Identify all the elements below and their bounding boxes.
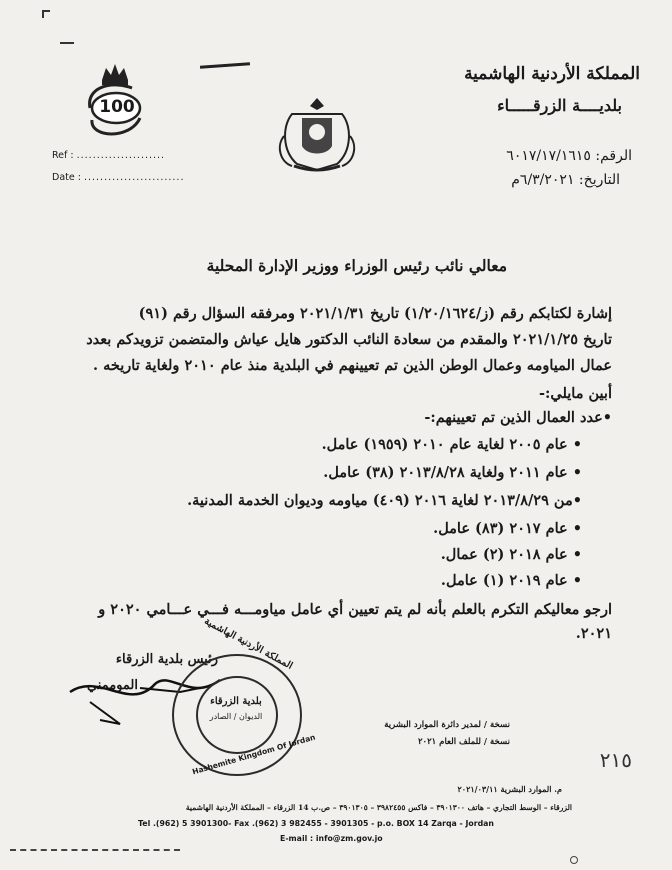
stamp-ring-english: Hashemite Kingdom Of Jordan — [191, 732, 317, 777]
body-line-1: إشارة لكتابكم رقم (ز/١/٢٠/١٦٢٤) تاريخ ٢٠٢١/١/٣١ ومرفقه السؤال رقم (٩١) — [138, 305, 612, 322]
stamp-center-text: بلدية الزرقاء — [210, 696, 262, 707]
copy-line-1: نسخة / لمدير دائرة الموارد البشرية — [384, 720, 510, 730]
date-field — [52, 172, 184, 183]
intro-line: أبين مايلي:- — [538, 385, 612, 402]
list-item-6: • عام ٢٠١٩ (١) عامل. — [440, 572, 582, 589]
list-item-3: •من ٢٠١٣/٨/٢٩ لغاية ٢٠١٦ (٤٠٩) مياومه وديوان الخدمة المدنية. — [187, 492, 582, 509]
reference-number: الرقم: ٦٠١٧/١٧/١٦١٥ — [506, 148, 632, 164]
body-line-3: عمال المياومه وعمال الوطن الذين تم تعيينهم في البلدية منذ عام ٢٠١٠ ولغاية تاريخه . — [93, 357, 612, 374]
official-stamp — [172, 615, 317, 777]
footer-email: E-mail : info@zm.gov.jo — [280, 834, 383, 843]
copy-line-2: نسخة / للملف العام ٢٠٢١ — [417, 737, 510, 747]
stamp-ring-arabic: المملكة الأردنية الهاشمية — [202, 615, 294, 672]
footer-contact-english: Tel .(962) 5 3901300- Fax .(962) 3 982455 - 3901305 - p.o. BOX 14 Zarqa - Jordan — [138, 819, 494, 828]
handwritten-number: ٢١٥ — [599, 748, 632, 772]
scan-mark-bottom-right — [570, 856, 578, 864]
list-item-5: • عام ٢٠١٨ (٢) عمال. — [440, 546, 582, 563]
municipality-title: بلديــــة الزرقـــــاء — [497, 96, 622, 115]
list-item-1: • عام ٢٠٠٥ لغاية عام ٢٠١٠ (١٩٥٩) عامل. — [321, 436, 582, 453]
signatory-title: رئيس بلدية الزرقاء — [115, 652, 218, 667]
list-heading: •عدد العمال الذين تم تعيينهم:- — [424, 409, 612, 426]
kingdom-title: المملكة الأردنية الهاشمية — [464, 64, 640, 84]
scan-mark-dash2 — [200, 62, 250, 68]
body-line-2: تاريخ ٢٠٢١/١/٢٥ والمقدم من سعادة النائب الدكتور هايل عياش والمتضمن تزويدكم بعدد — [86, 331, 612, 348]
centennial-logo — [80, 58, 150, 142]
signatory-name: الموممني — [86, 678, 138, 693]
scan-mark-top-left — [42, 10, 50, 18]
list-item-4: • عام ٢٠١٧ (٨٣) عامل. — [433, 520, 582, 537]
footer-address-arabic: الزرقاء – الوسط التجاري – هاتف ٣٩٠١٣٠٠ – فاكس ٣٩٨٢٤٥٥ – ٣٩٠١٣٠٥ – ص.ب 14 الزرقاء – المملكة الأردنية الهاشمية — [185, 803, 572, 812]
centennial-number: 100 — [99, 97, 135, 117]
date-dots: ......................... — [83, 172, 185, 183]
list-item-2: • عام ٢٠١١ ولغاية ٢٠١٣/٨/٢٨ (٣٨) عامل. — [323, 464, 582, 481]
addressee-line: معالي نائب رئيس الوزراء ووزير الإدارة المحلية — [206, 256, 507, 275]
reference-date: التاريخ: ٦/٣/٢٠٢١م — [511, 172, 620, 188]
ref-field — [52, 150, 165, 161]
ref-dots: ...................... — [76, 150, 166, 161]
closing-line-2: ٢٠٢١. — [575, 625, 612, 642]
date-label: Date : — [52, 172, 81, 183]
ref-label: Ref : — [52, 150, 74, 161]
hr-reference: م. الموارد البشرية ٢٠٢١/٠٣/١١ — [457, 784, 562, 794]
coat-of-arms-emblem — [272, 96, 362, 174]
stamp-center-subtext: الديوان / الصادر — [209, 712, 263, 721]
scan-mark-bottom-left — [10, 849, 180, 851]
scan-mark-dash — [60, 42, 74, 44]
closing-line-1: ارجو معاليكم التكرم بالعلم بأنه لم يتم تعيين أي عامل مياومـــه فـــي عـــامي ٢٠٢٠ و — [98, 601, 612, 618]
